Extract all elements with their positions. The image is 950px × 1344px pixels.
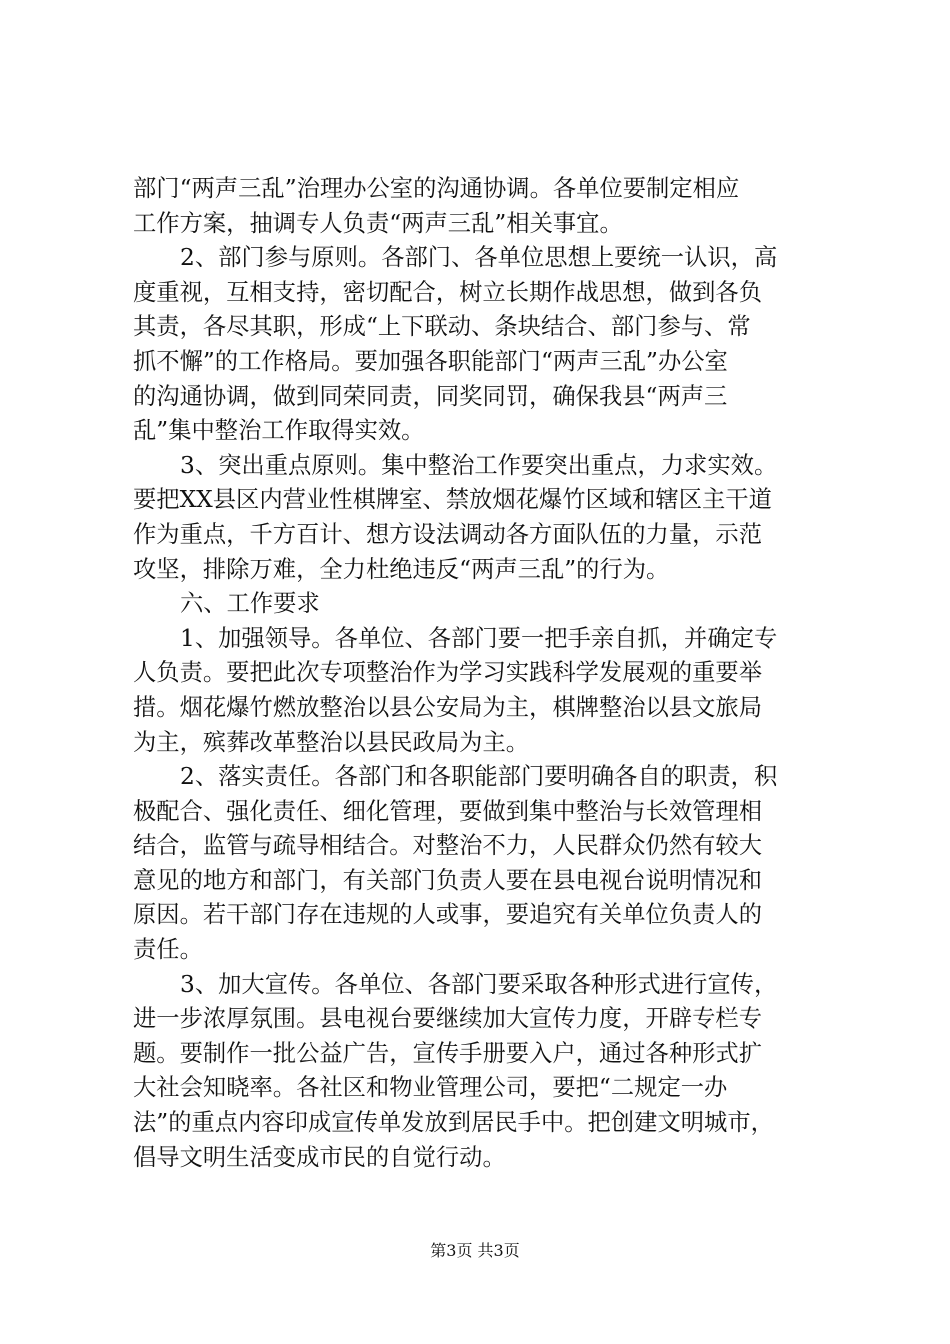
text-line: 乱”集中整治工作取得实效。 — [133, 417, 425, 445]
text-line: 3、加大宣传。各单位、各部门要采取各种形式进行宣传， — [180, 970, 778, 998]
text-line: 1、加强领导。各单位、各部门要一把手亲自抓，并确定专 — [180, 624, 778, 652]
text-line: 2、部门参与原则。各部门、各单位思想上要统一认识，高 — [180, 244, 778, 272]
text-line: 2、落实责任。各部门和各职能部门要明确各自的职责，积 — [180, 763, 778, 791]
text-line: 部门“两声三乱”治理办公室的沟通协调。各单位要制定相应 — [133, 175, 740, 202]
text-line: 为主，殡葬改革整治以县民政局为主。 — [133, 728, 530, 756]
text-line: 措。烟花爆竹燃放整治以县公安局为主，棋牌整治以县文旅局 — [133, 693, 763, 721]
text-line: 意见的地方和部门，有关部门负责人要在县电视台说明情况和 — [133, 866, 763, 894]
text-line: 要把XX县区内营业性棋牌室、禁放烟花爆竹区域和辖区主干道 — [133, 486, 772, 514]
text-line: 抓不懈”的工作格局。要加强各职能部门“两声三乱”办公室 — [133, 347, 728, 375]
text-line: 责任。 — [133, 936, 203, 964]
text-line: 人负责。要把此次专项整治作为学习实践科学发展观的重要举 — [133, 659, 763, 687]
text-line: 作为重点，千方百计、想方设法调动各方面队伍的力量，示范 — [133, 520, 763, 548]
text-line: 攻坚，排除万难，全力杜绝违反“两声三乱”的行为。 — [133, 555, 670, 583]
page-number: 第3页 共3页 — [430, 1241, 520, 1260]
text-line: 工作方案，抽调专人负责“两声三乱”相关事宜。 — [133, 209, 623, 237]
text-line: 进一步浓厚氛围。县电视台要继续加大宣传力度，开辟专栏专 — [133, 1005, 763, 1033]
text-line: 结合，监管与疏导相结合。对整治不力，人民群众仍然有较大 — [133, 832, 763, 860]
text-line: 题。要制作一批公益广告，宣传手册要入户，通过各种形式扩 — [133, 1039, 763, 1067]
document-body — [133, 172, 833, 1175]
text-line: 极配合、强化责任、细化管理，要做到集中整治与长效管理相 — [133, 797, 763, 825]
text-line: 的沟通协调，做到同荣同责，同奖同罚，确保我县“两声三 — [133, 382, 728, 410]
text-line: 大社会知晓率。各社区和物业管理公司，要把“二规定一办 — [133, 1074, 728, 1102]
text-line: 倡导文明生活变成市民的自觉行动。 — [133, 1143, 506, 1171]
page-footer — [0, 1240, 950, 1262]
text-line: 3、突出重点原则。集中整治工作要突出重点，力求实效。 — [180, 451, 778, 479]
text-line: 原因。若干部门存在违规的人或事，要追究有关单位负责人的 — [133, 901, 763, 929]
text-line: 度重视，互相支持，密切配合，树立长期作战思想，做到各负 — [133, 278, 763, 306]
text-line: 其责，各尽其职，形成“上下联动、条块结合、部门参与、常 — [133, 313, 751, 341]
text-line: 六、工作要求 — [180, 590, 320, 618]
text-line: 法”的重点内容印成宣传单发放到居民手中。把创建文明城市， — [133, 1109, 774, 1137]
